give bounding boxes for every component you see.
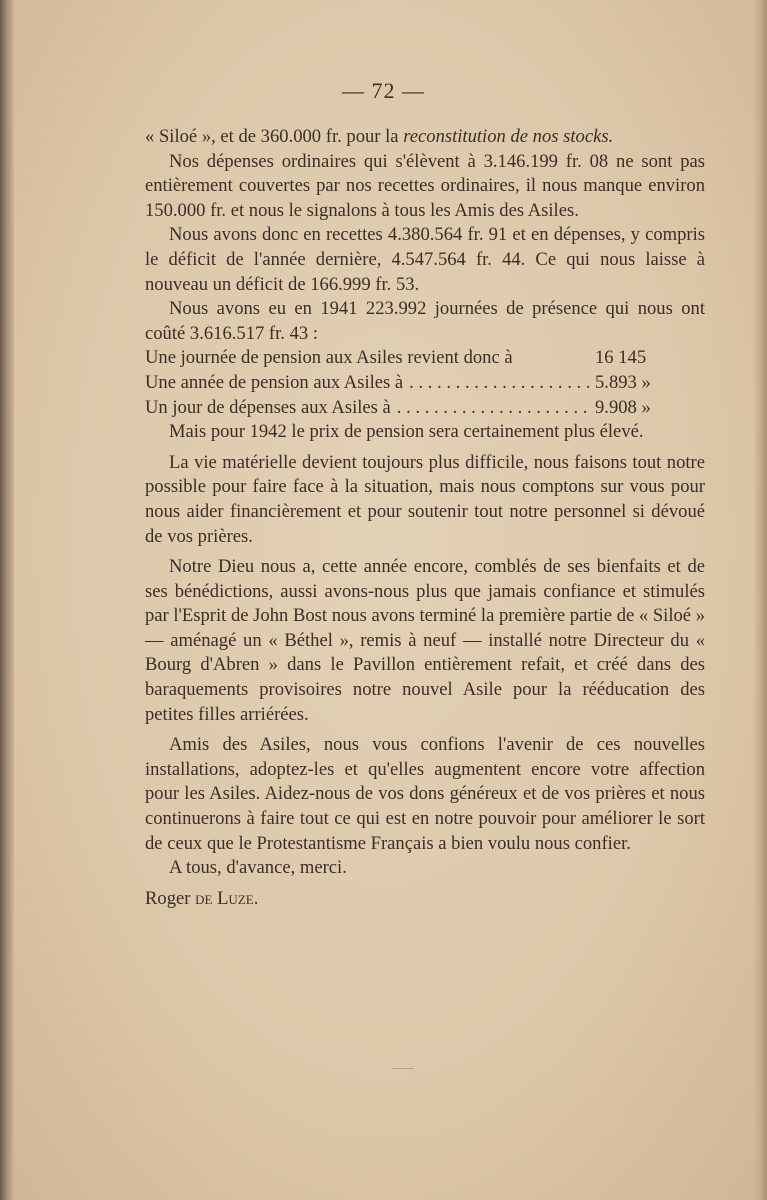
signature [145, 887, 705, 912]
paragraph-9: A tous, d'avance, merci. [169, 857, 347, 879]
leader-dots [397, 396, 589, 421]
paragraph-1-text: « Siloé », et de 360.000 fr. pour la [145, 126, 404, 147]
paragraph-6: La vie matérielle devient toujours plus difficile, nous faisons tout notre possible pour faire face à la situation, mais nous comptons sur vous pour nous aider financièrement et pour soutenir tout notre personnel si dévoué de vos prières. [145, 451, 705, 547]
body-text [145, 125, 705, 911]
leader-dots [409, 371, 589, 396]
page-edge [753, 0, 767, 1200]
cost-row-value: 9.908 » [595, 396, 651, 418]
cost-row [145, 396, 705, 421]
cost-row-label: Un jour de dépenses aux Asiles à [145, 396, 391, 418]
paragraph-4: Nous avons eu en 1941 223.992 journées de présence qui nous ont coûté 3.616.517 fr. 43 : [145, 298, 705, 344]
cost-row-value: 16 145 [595, 347, 647, 369]
signature-first-name: Roger [145, 887, 196, 909]
paragraph-1 [145, 125, 705, 150]
paragraph-3: Nous avons donc en recettes 4.380.564 fr. 91 et en dépenses, y compris le déficit de l'année dernière, 4.547.564 fr. 44. Ce qui nous laisse à nouveau un déficit de 166.999 fr. 53. [145, 224, 705, 295]
signature-last-name: de Luze. [195, 887, 259, 909]
cost-row-label: Une année de pension aux Asiles à [145, 371, 404, 393]
page-number: — 72 — [342, 78, 425, 103]
paragraph-8: Amis des Asiles, nous vous confions l'avenir de ces nouvelles installations, adoptez-les et qu'elles augmentent encore votre affection pour les Asiles. Aidez-nous de vos dons généreux et de vos prières et nous continuerons à faire tout ce qui est en notre pouvoir pour améliorer le sort de ceux que le Protestantisme Français a bien voulu nous confier. [145, 734, 705, 854]
binding-edge [0, 0, 14, 1200]
cost-row [145, 371, 705, 396]
paragraph-2: Nos dépenses ordinaires qui s'élèvent à 3.146.199 fr. 08 ne sont pas entièrement couvertes par nos recettes ordinaires, il nous manque environ 150.000 fr. et nous le signalons à tous les Amis des Asiles. [145, 150, 705, 221]
cost-row [145, 346, 705, 371]
divider [392, 1068, 414, 1069]
cost-row-value: 5.893 » [595, 371, 651, 393]
cost-row-label: Une journée de pension aux Asiles revient donc à [145, 347, 513, 369]
paragraph-1-italic: reconstitution de nos stocks. [403, 126, 614, 147]
paragraph-7: Notre Dieu nous a, cette année encore, comblés de ses bienfaits et de ses bénédictions, aussi avons-nous plus que jamais confiance et stimulés par l'Esprit de John Bost nous avons terminé la première partie de « Siloé » — aménagé un « Béthel », remis à neuf — installé notre Directeur du « Bourg d'Abren » dans le Pavillon entièrement refait, et créé dans des baraquements provisoires notre nouvel Asile pour la rééducation des petites filles arriérées. [145, 556, 706, 725]
paragraph-5: Mais pour 1942 le prix de pension sera certainement plus élevé. [169, 421, 644, 443]
